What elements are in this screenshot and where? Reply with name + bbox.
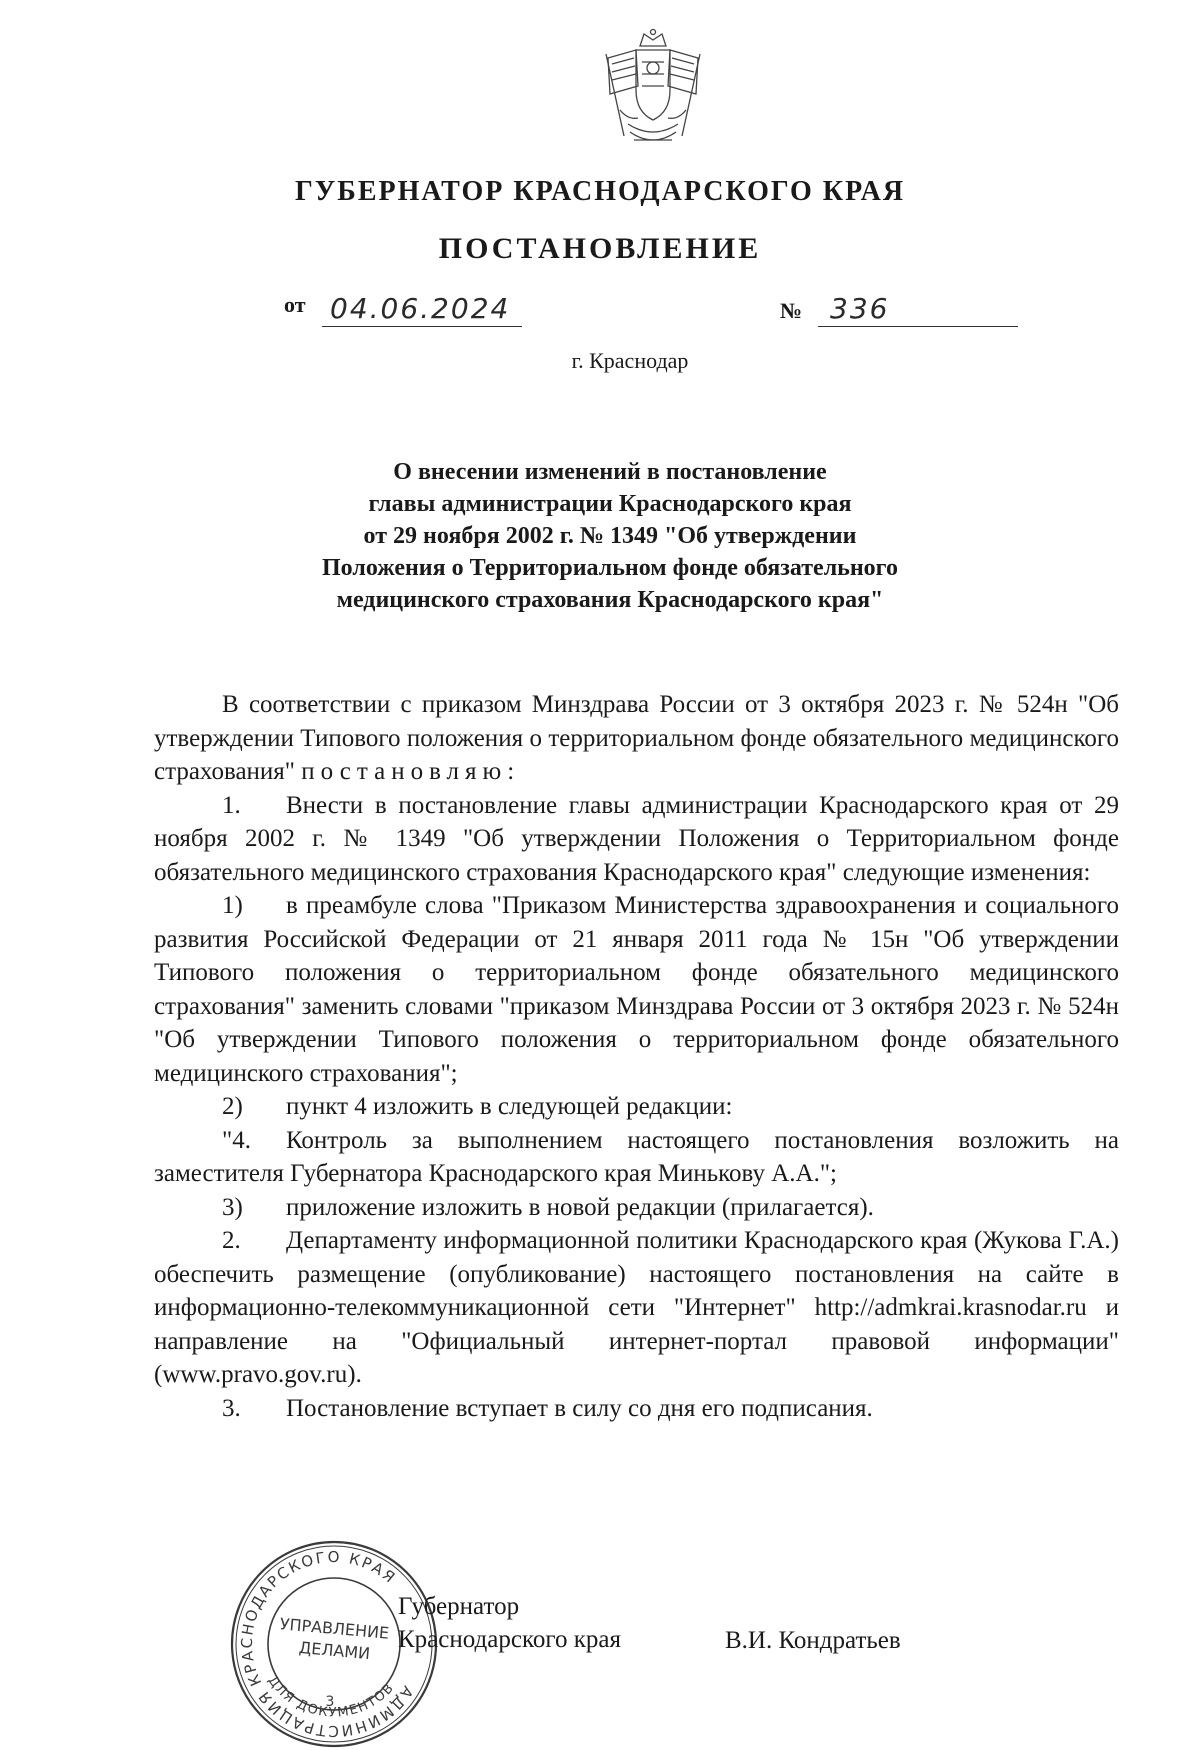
title-line: от 29 ноября 2002 г. № 1349 "Об утверждении [363, 523, 857, 549]
date-label: от [284, 292, 306, 317]
signatory-title-line: Краснодарского края [398, 1626, 621, 1653]
list-item: 1) в преамбуле слова "Приказом Министерства здравоохранения и социального развития Российской Федерации от 21 января 2011 года № 15н "Об утверждении Типового положения о территориальном фонде обязательного медицинского страхования" заменить словами "приказом Минздрава России от 3 октября 2023 г. № 524н "Об утверждении Типового положения о территориальном фонде обязательного медицинского страхования"; [154, 892, 1119, 1087]
title-line: главы администрации Краснодарского края [368, 491, 852, 517]
list-item: 3. Постановление вступает в силу со дня его подписания. [222, 1394, 873, 1422]
coat-of-arms-icon [598, 28, 708, 152]
document-number: 336 [830, 292, 890, 325]
title-line: Положения о Территориальном фонде обязательного [322, 555, 898, 581]
signatory-name: В.И. Кондратьев [725, 1627, 901, 1654]
stamp-center-line: ДЕЛАМИ [298, 1637, 371, 1664]
number-label: № [780, 298, 803, 323]
issuing-authority: ГУБЕРНАТОР КРАСНОДАРСКОГО КРАЯ [294, 176, 906, 207]
signatory-title-line: Губернатор [398, 1593, 520, 1620]
list-item: 2. Департаменту информационной политики Краснодарского края (Жукова Г.А.) обеспечить размещение (опубликование) настоящего постановления на сайте в информационно-телекоммуникационной сети "Интернет" http://admkrai.krasnodar.ru и направление на "Официальный интернет-портал правовой информации" (www.pravo.gov.ru). [154, 1227, 1119, 1388]
list-item: 1. Внести в постановление главы администрации Краснодарского края от 29 ноября 2002 г. № 1349 "Об утверждении Положения о Территориальном фонде обязательного медицинского страхования Краснодарского края" следующие изменения: [154, 791, 1119, 886]
stamp-ring-text: АДМИНИСТРАЦИЯ КРАСНОДАРСКОГО КРАЯ [237, 1547, 417, 1741]
signatory-title [398, 1590, 621, 1656]
list-item: 2) пункт 4 изложить в следующей редакции: [222, 1093, 733, 1120]
list-item: "4. Контроль за выполнением настоящего постановления возложить на заместителя Губернатора Краснодарского края Минькову А.А."; [154, 1126, 1119, 1187]
document-title [250, 456, 970, 616]
title-line: О внесении изменений в постановление [393, 459, 827, 485]
preamble: В соответствии с приказом Минздрава России от 3 октября 2023 г. № 524н "Об утверждении Типового положения о территориальном фонде обязательного медицинского страхования" постановляю: [154, 691, 1119, 785]
city: г. Краснодар [571, 348, 689, 373]
date-value: 04.06.2024 [330, 292, 511, 325]
list-item: 3) приложение изложить в новой редакции (прилагается). [222, 1193, 874, 1221]
stamp-bottom-text: ДЛЯ ДОКУМЕНТОВ [264, 1673, 398, 1721]
number-underline [818, 326, 1018, 327]
stamp-number: 3 [325, 1694, 335, 1710]
document-type: ПОСТАНОВЛЕНИЕ [438, 232, 762, 265]
resolve-word: постановляю: [301, 758, 521, 785]
title-line: медицинского страхования Краснодарского края" [336, 587, 884, 613]
document-body [154, 688, 1119, 1425]
date-underline [322, 326, 522, 327]
stamp-center-line: УПРАВЛЕНИЕ [279, 1614, 390, 1643]
